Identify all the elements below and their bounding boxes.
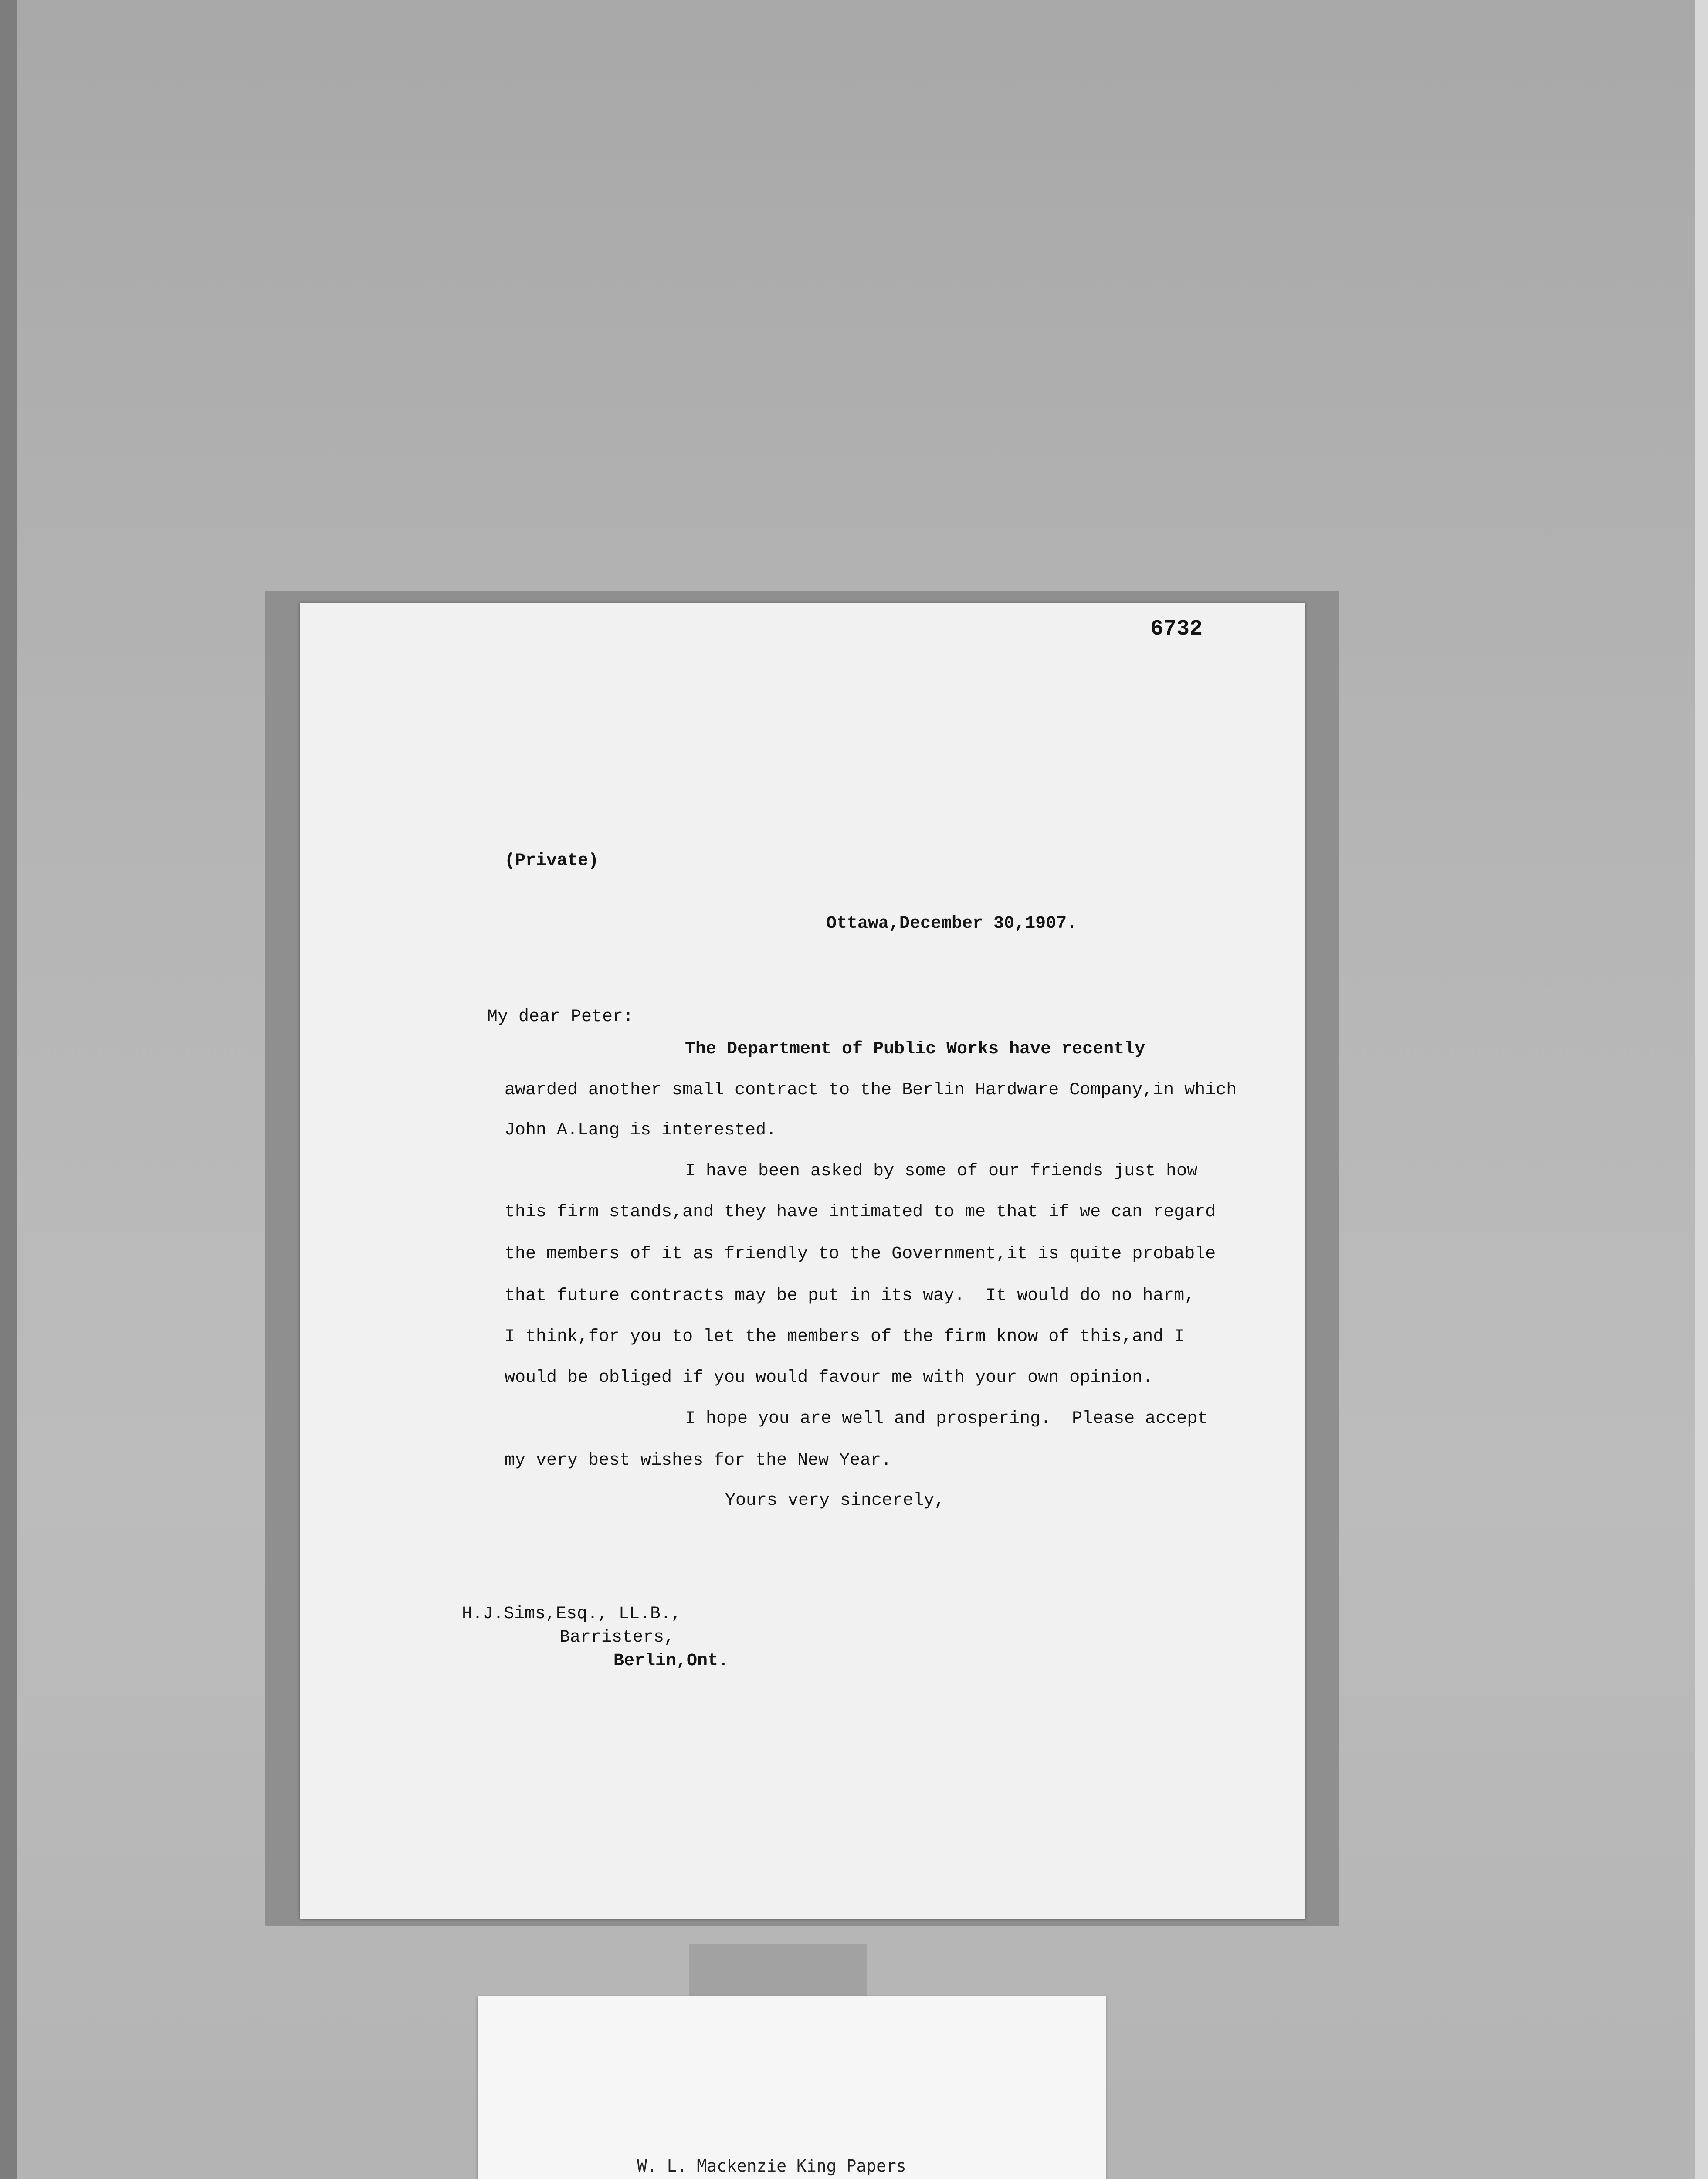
addressee-city: Berlin,Ont. (613, 1651, 729, 1671)
body-line-8: I think,for you to let the members of the firm know of this,and I (505, 1327, 1185, 1347)
dateline: Ottawa,December 30,1907. (826, 914, 1078, 933)
body-line-4: I have been asked by some of our friends just how (685, 1161, 1198, 1181)
typed-letter-page (300, 603, 1305, 1919)
addressee-firm: Barristers, (559, 1628, 675, 1647)
body-line-10: I hope you are well and prospering. Please accept (685, 1409, 1208, 1429)
body-line-9: would be obliged if you would favour me with your own opinion. (505, 1368, 1153, 1388)
archive-label-card (478, 1996, 1106, 2179)
film-edge-right (1695, 0, 1708, 2179)
body-line-3: John A.Lang is interested. (505, 1120, 777, 1140)
body-line-2: awarded another small contract to the Berlin Hardware Company,in which (505, 1080, 1237, 1100)
label-collection: W. L. Mackenzie King Papers (637, 2156, 906, 2176)
body-line-11: my very best wishes for the New Year. (505, 1451, 892, 1470)
salutation: My dear Peter: (487, 1007, 634, 1027)
body-line-5: this firm stands,and they have intimated to me that if we can regard (505, 1202, 1216, 1222)
body-line-7: that future contracts may be put in its way. It would do no harm, (505, 1286, 1195, 1306)
closing: Yours very sincerely, (725, 1491, 945, 1510)
film-edge-left (0, 0, 17, 2179)
body-line-6: the members of it as friendly to the Government,it is quite probable (505, 1244, 1216, 1264)
addressee-name: H.J.Sims,Esq., LL.B., (462, 1604, 682, 1624)
body-line-1: The Department of Public Works have recently (685, 1039, 1145, 1059)
document-number: 6732 (1150, 617, 1203, 641)
private-marking: (Private) (505, 851, 599, 871)
